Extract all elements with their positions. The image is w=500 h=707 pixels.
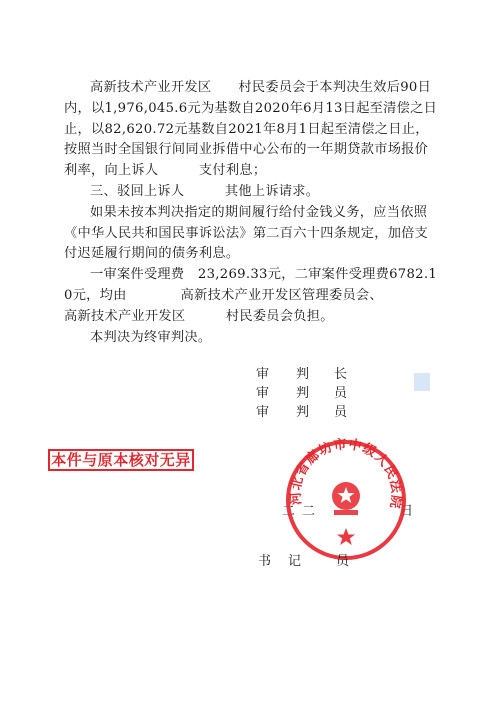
- paragraph-case-fees: 一审案件受理费 23,269.33元，二审案件受理费6782.10元，均由 高新技术产业开发区管理委员会、 高新技术产业开发区 村民委员会负担。: [64, 267, 438, 324]
- certification-stamp: 本件与原本核对无异: [48, 449, 194, 471]
- paragraph-interest-order: 高新技术产业开发区 村民委员会于本判决生效后90日内，以1,976,045.6元为基数自2020年6月13日起至清偿之日止，以82,620.72元基数自2021年8月1日起至清偿之日止，按照当时全国银行间同业拆借中心公布的一年期贷款市场报价利率，向上诉人 支付利息；: [64, 80, 438, 179]
- court-seal: [282, 436, 410, 564]
- paragraph-final-judgment: 本判决为终审判决。: [90, 329, 212, 345]
- paragraph-late-payment: 如果未按本判决指定的期间履行给付金钱义务，应当依照《中华人民共和国民事诉讼法》第二百六十四条规定，加倍支付迟延履行期间的债务利息。: [64, 204, 429, 262]
- paragraph-dismiss-claims: 三、驳回上诉人 其他上诉请求。: [90, 183, 320, 199]
- seal-star-icon: [337, 528, 355, 545]
- judgment-body: [64, 78, 440, 348]
- seal-text: 河北省廊坊市中级人民法院: [288, 437, 404, 511]
- emblem-icon: [332, 482, 360, 515]
- redaction-box: [414, 373, 430, 391]
- judgment-page: 高新技术产业开发区 村民委员会于本判决生效后90日内，以1,976,045.6元为基数自2020年6月13日起至清偿之日止，以82,620.72元基数自2021年8月1日起至清偿之日止，按照当时全国银行间同业拆借中心公布的一年期贷款市场报价利率，向上诉人 支付利息； 三、驳回上诉人 其他上诉请求。 如果未按本判决指定的期间履行给付金钱义务，应当依照《中华人民共和国民事诉讼法》第二百六十四条规定，加倍支付迟延履行期间的债务利息。 一审案件受理费 23,269.33元，二审案件受理费6782.10元，均由 高新技术产业开发区管理委员会、 高新技术产业开发区 村民委员会负担。 本判决为终审判决。 审 判 长 审 判 员 审 判 员 本件与原本核对无异 二 二 日 河北省廊坊市中级人民法院 书 记 员: [0, 0, 500, 707]
